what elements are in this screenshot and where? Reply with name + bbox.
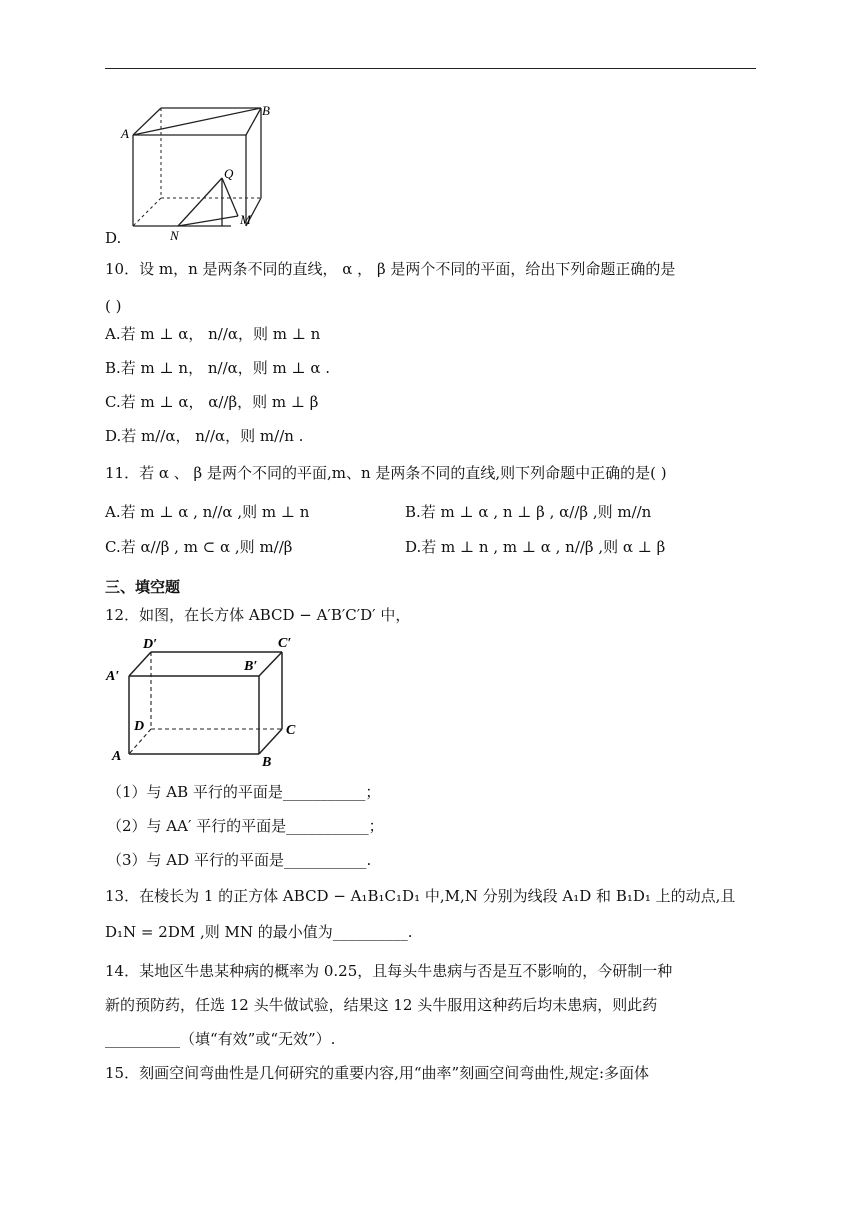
q10-stem: 10．设 m，n 是两条不同的直线， α ， β 是两个不同的平面，给出下列命题正确的是 bbox=[105, 260, 676, 278]
q11-option-b: B.若 m ⊥ α , n ⊥ β , α//β ,则 m//n bbox=[405, 503, 652, 521]
section-title: 三、填空题 bbox=[105, 578, 181, 596]
q12-part-3: （3）与 AD 平行的平面是___________. bbox=[107, 851, 372, 869]
option-d-label: D. bbox=[105, 229, 122, 247]
label-N: N bbox=[170, 228, 179, 243]
q15-line-1: 15．刻画空间弯曲性是几何研究的重要内容,用“曲率”刻画空间弯曲性,规定:多面体 bbox=[105, 1064, 650, 1082]
label-D1: D′ bbox=[143, 637, 158, 652]
q10-option-a: A.若 m ⊥ α， n//α，则 m ⊥ n bbox=[105, 325, 321, 343]
q12-part-1: （1）与 AB 平行的平面是___________； bbox=[107, 783, 381, 801]
label-M: M bbox=[240, 212, 251, 227]
q11-option-c: C.若 α//β , m ⊂ α ,则 m//β bbox=[105, 538, 293, 556]
q14-line-2: 新的预防药，任选 12 头牛做试验，结果这 12 头牛服用这种药后均未患病，则此药 bbox=[105, 996, 658, 1014]
cuboid-figure bbox=[104, 632, 304, 770]
cube-figure bbox=[118, 98, 268, 243]
q11-stem: 11．若 α 、 β 是两个不同的平面,m、n 是两条不同的直线,则下列命题中正确的是( ) bbox=[105, 464, 667, 482]
label-Q: Q bbox=[224, 166, 234, 181]
q12-stem: 12．如图，在长方体 ABCD − A′B′C′D′ 中， bbox=[105, 606, 411, 624]
label-B: B bbox=[262, 755, 272, 770]
q10-paren: ( ) bbox=[105, 297, 122, 315]
label-A1: A′ bbox=[106, 669, 120, 684]
q13-line-2: D₁N = 2DM ,则 MN 的最小值为__________. bbox=[105, 923, 413, 941]
q13-line-1: 13．在棱长为 1 的正方体 ABCD − A₁B₁C₁D₁ 中,M,N 分别为线段 A₁D 和 B₁D₁ 上的动点,且 bbox=[105, 887, 736, 905]
q14-line-1: 14．某地区牛患某种病的概率为 0.25，且每头牛患病与否是互不影响的，今研制一种 bbox=[105, 962, 673, 980]
label-D: D bbox=[134, 719, 145, 734]
q10-option-b: B.若 m ⊥ n， n//α，则 m ⊥ α . bbox=[105, 359, 331, 377]
label-C: C bbox=[286, 723, 296, 738]
q11-option-a: A.若 m ⊥ α , n//α ,则 m ⊥ n bbox=[105, 503, 310, 521]
header-rule bbox=[105, 68, 756, 69]
label-C1: C′ bbox=[278, 636, 292, 651]
label-B1: B′ bbox=[244, 659, 258, 674]
q10-option-c: C.若 m ⊥ α， α//β，则 m ⊥ β bbox=[105, 393, 319, 411]
label-B: B bbox=[262, 103, 270, 118]
q11-option-d: D.若 m ⊥ n , m ⊥ α , n//β ,则 α ⊥ β bbox=[405, 538, 666, 556]
q10-option-d: D.若 m//α， n//α，则 m//n . bbox=[105, 427, 304, 445]
q14-line-3: __________（填“有效”或“无效”）. bbox=[105, 1030, 336, 1048]
label-A: A bbox=[121, 126, 129, 141]
q12-part-2: （2）与 AA′ 平行的平面是___________； bbox=[107, 817, 384, 835]
label-A: A bbox=[112, 749, 122, 764]
